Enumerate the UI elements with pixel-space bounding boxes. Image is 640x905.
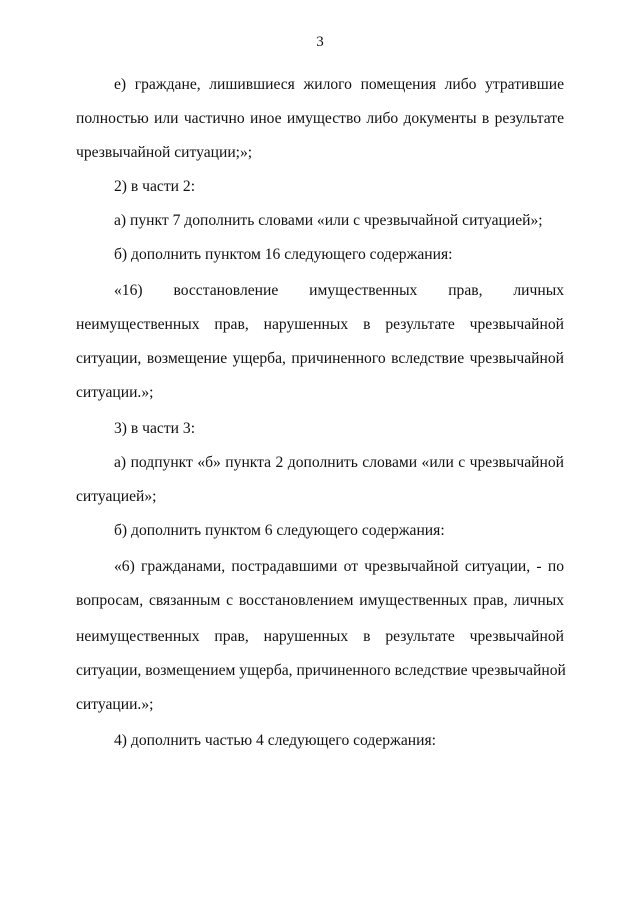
text-line: «16) восстановление имущественных прав, личных — [114, 282, 564, 299]
text-line: ситуацией»; — [76, 488, 157, 505]
text-line: полностью или частично иное имущество либо документы в результате — [76, 110, 564, 127]
text-line: е) граждане, лишившиеся жилого помещения либо утратившие — [114, 76, 564, 93]
text-line: ситуации, возмещением ущерба, причиненного вследствие чрезвычайной — [76, 662, 566, 679]
text-line: «6) гражданами, пострадавшими от чрезвычайной ситуации, - по — [114, 558, 564, 575]
text-line: ситуации, возмещение ущерба, причиненного вследствие чрезвычайной — [76, 350, 564, 367]
text-line: 2) в части 2: — [114, 178, 196, 195]
text-line: ситуации.»; — [76, 384, 154, 401]
text-line: а) пункт 7 дополнить словами «или с чрезвычайной ситуацией»; — [114, 212, 543, 229]
text-line: а) подпункт «б» пункта 2 дополнить словами «или с чрезвычайной — [114, 454, 564, 471]
text-line: неимущественных прав, нарушенных в результате чрезвычайной — [76, 316, 564, 333]
text-line: неимущественных прав, нарушенных в результате чрезвычайной — [76, 628, 564, 645]
text-line: 3) в части 3: — [114, 420, 196, 437]
text-line: ситуации.»; — [76, 696, 154, 713]
text-line: б) дополнить пунктом 16 следующего содержания: — [114, 246, 453, 263]
page-number: 3 — [316, 34, 324, 50]
text-line: чрезвычайной ситуации;»; — [76, 144, 253, 161]
text-line: 4) дополнить частью 4 следующего содержания: — [114, 732, 436, 749]
text-line: вопросам, связанным с восстановлением имущественных прав, личных — [76, 592, 564, 609]
text-line: б) дополнить пунктом 6 следующего содержания: — [114, 522, 445, 539]
